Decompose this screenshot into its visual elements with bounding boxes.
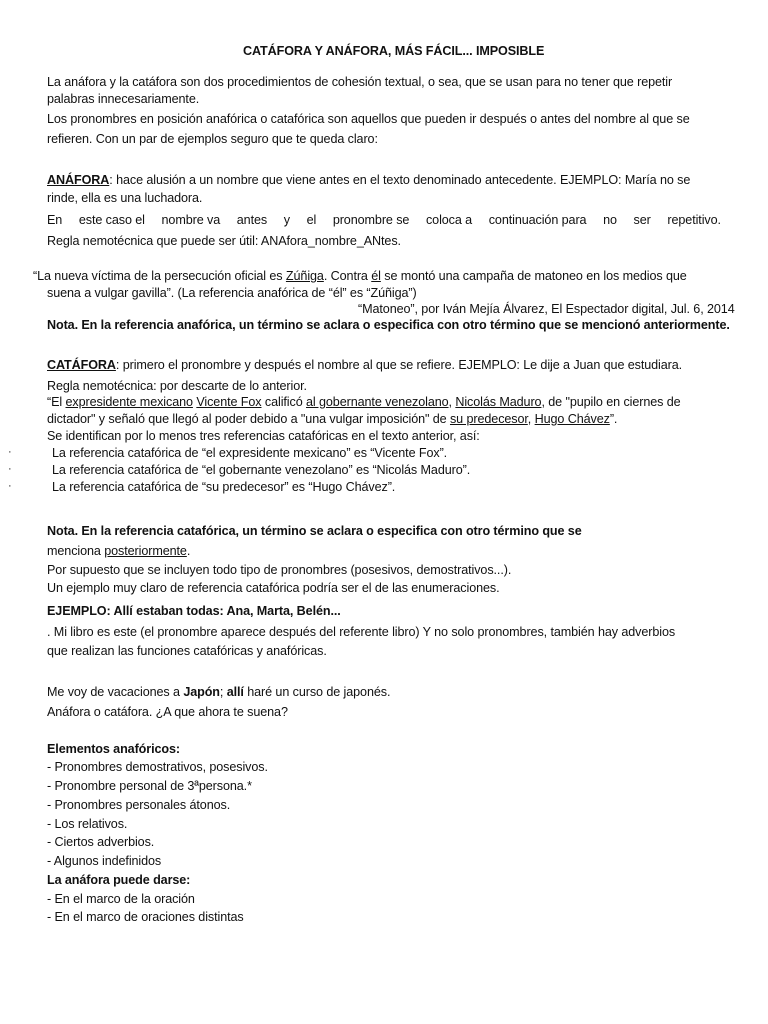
note-text: . bbox=[186, 544, 191, 558]
quiz-referent: Japón bbox=[183, 685, 220, 699]
catafora-example-2: EJEMPLO: Allí estaban todas: Ana, Marta, Belén... bbox=[47, 604, 341, 618]
quiz-adverb: allí bbox=[226, 685, 244, 699]
note-text: menciona bbox=[47, 544, 105, 558]
example-referent: Hugo Chávez bbox=[534, 412, 610, 426]
example-referent: Vicente Fox bbox=[196, 395, 262, 409]
placement-word: y bbox=[283, 213, 290, 227]
note-emphasis: posteriormente bbox=[104, 544, 187, 558]
quote-text: se montó una campaña de matoneo en los medios que bbox=[380, 269, 687, 283]
catafora-book-line-1: . Mi libro es este (el pronombre aparece después del referente libro) Y no solo pronombres, también hay adverbios bbox=[47, 625, 676, 639]
example-text: , bbox=[448, 395, 456, 409]
example-text: , bbox=[527, 412, 535, 426]
catafora-term: CATÁFORA bbox=[47, 358, 116, 372]
quiz-line-2: Anáfora o catáfora. ¿A que ahora te suena? bbox=[47, 705, 288, 719]
elementos-subheading: La anáfora puede darse: bbox=[47, 873, 191, 887]
elementos-heading: Elementos anafóricos: bbox=[47, 742, 180, 756]
quote-pronoun: él bbox=[371, 269, 381, 283]
placement-word: continuación para bbox=[488, 213, 587, 227]
anafora-rule: Regla nemotécnica que puede ser útil: ANAfora_nombre_ANtes. bbox=[47, 234, 401, 248]
elementos-subitem: - En el marco de oraciones distintas bbox=[47, 910, 244, 924]
bullet-marker: · bbox=[8, 446, 12, 458]
anafora-quote-line-2: suena a vulgar gavilla”. (La referencia anafórica de “él” es “Zúñiga”) bbox=[47, 286, 417, 300]
example-referent: su predecesor bbox=[449, 412, 528, 426]
anafora-note: Nota. En la referencia anafórica, un término se aclara o especifica con otro término que se mencionó anteriormente. bbox=[47, 318, 730, 332]
catafora-enumeration: Un ejemplo muy claro de referencia catafórica podría ser el de las enumeraciones. bbox=[47, 581, 500, 595]
example-referent: al gobernante venezolano bbox=[306, 395, 449, 409]
anafora-definition bbox=[47, 172, 690, 188]
placement-word: no bbox=[603, 213, 617, 227]
example-text: dictador" y señaló que llegó al poder debido a "una vulgar imposición" de bbox=[47, 412, 450, 426]
catafora-bullet-item: La referencia catafórica de “su predecesor” es “Hugo Chávez”. bbox=[52, 480, 396, 494]
placement-word: antes bbox=[236, 213, 268, 227]
catafora-example-line-2 bbox=[47, 411, 617, 427]
catafora-identify: Se identifican por lo menos tres referencias catafóricas en el texto anterior, así: bbox=[47, 429, 480, 443]
bullet-marker: · bbox=[8, 463, 12, 475]
example-text: calificó bbox=[261, 395, 306, 409]
catafora-bullet-item: La referencia catafórica de “el gobernante venezolano” es “Nicolás Maduro”. bbox=[52, 463, 471, 477]
catafora-bullet-item: La referencia catafórica de “el expresidente mexicano” es “Vicente Fox”. bbox=[52, 446, 448, 460]
catafora-note-text: Nota. En la referencia catafórica, un término se aclara o especifica con otro término que se bbox=[47, 524, 582, 538]
catafora-definition bbox=[47, 357, 682, 373]
catafora-book-line-2: que realizan las funciones catafóricas y anafóricas. bbox=[47, 644, 327, 658]
elementos-item: - Pronombres demostrativos, posesivos. bbox=[47, 760, 268, 774]
placement-word: ser bbox=[633, 213, 651, 227]
elementos-subitem: - En el marco de la oración bbox=[47, 892, 195, 906]
document-title: CATÁFORA Y ANÁFORA, MÁS FÁCIL... IMPOSIBLE bbox=[243, 44, 545, 58]
intro-line-3: Los pronombres en posición anafórica o catafórica son aquellos que pueden ir después o antes del nombre al que se bbox=[47, 112, 690, 126]
quote-text: . Contra bbox=[323, 269, 372, 283]
elementos-item: - Ciertos adverbios. bbox=[47, 835, 155, 849]
elementos-item: - Pronombre personal de 3ªpersona.* bbox=[47, 779, 252, 793]
quiz-text: ; bbox=[219, 685, 227, 699]
quiz-line-1 bbox=[47, 684, 390, 700]
placement-word: En bbox=[47, 213, 63, 227]
example-text: ”. bbox=[609, 412, 618, 426]
catafora-example-line-1 bbox=[47, 394, 681, 410]
placement-word: pronombre se bbox=[332, 213, 410, 227]
quote-text: “La nueva víctima de la persecución oficial es bbox=[33, 269, 286, 283]
quote-antecedent: Zúñiga bbox=[285, 269, 324, 283]
anafora-quote-source: “Matoneo”, por Iván Mejía Álvarez, El Espectador digital, Jul. 6, 2014 bbox=[358, 302, 735, 316]
placement-word: el bbox=[306, 213, 317, 227]
quiz-text: Me voy de vacaciones a bbox=[47, 685, 184, 699]
anafora-definition-text: : hace alusión a un nombre que viene antes en el texto denominado antecedente. EJEMPLO: María no se bbox=[109, 173, 691, 187]
elementos-item: - Los relativos. bbox=[47, 817, 128, 831]
anafora-placement-sentence bbox=[47, 212, 721, 228]
example-referent: expresidente mexicano bbox=[65, 395, 193, 409]
bullet-marker: · bbox=[8, 480, 12, 492]
anafora-definition-line-2: rinde, ella es una luchadora. bbox=[47, 191, 203, 205]
anafora-quote-line-1 bbox=[33, 268, 687, 284]
intro-line-1: La anáfora y la catáfora son dos procedimientos de cohesión textual, o sea, que se usan para no tener que repetir bbox=[47, 75, 673, 89]
placement-word: repetitivo. bbox=[667, 213, 721, 227]
anafora-term: ANÁFORA bbox=[47, 173, 110, 187]
elementos-item: - Algunos indefinidos bbox=[47, 854, 162, 868]
catafora-definition-text: : primero el pronombre y después el nombre al que se refiere. EJEMPLO: Le dije a Juan que estudiara. bbox=[115, 358, 683, 372]
intro-line-2: palabras innecesariamente. bbox=[47, 92, 200, 106]
example-referent: Nicolás Maduro bbox=[455, 395, 542, 409]
catafora-note-line-2 bbox=[47, 543, 190, 559]
quiz-text: haré un curso de japonés. bbox=[243, 685, 391, 699]
catafora-rule: Regla nemotécnica: por descarte de lo anterior. bbox=[47, 379, 307, 393]
placement-word: coloca a bbox=[425, 213, 473, 227]
catafora-pronouns-note: Por supuesto que se incluyen todo tipo de pronombres (posesivos, demostrativos...). bbox=[47, 563, 512, 577]
example-text: , de "pupilo en ciernes de bbox=[541, 395, 681, 409]
intro-line-4: refieren. Con un par de ejemplos seguro que te queda claro: bbox=[47, 132, 378, 146]
placement-word: este caso el bbox=[78, 213, 145, 227]
example-text: “El bbox=[47, 395, 66, 409]
placement-word: nombre va bbox=[161, 213, 221, 227]
catafora-note-line-1 bbox=[47, 523, 582, 539]
elementos-item: - Pronombres personales átonos. bbox=[47, 798, 231, 812]
